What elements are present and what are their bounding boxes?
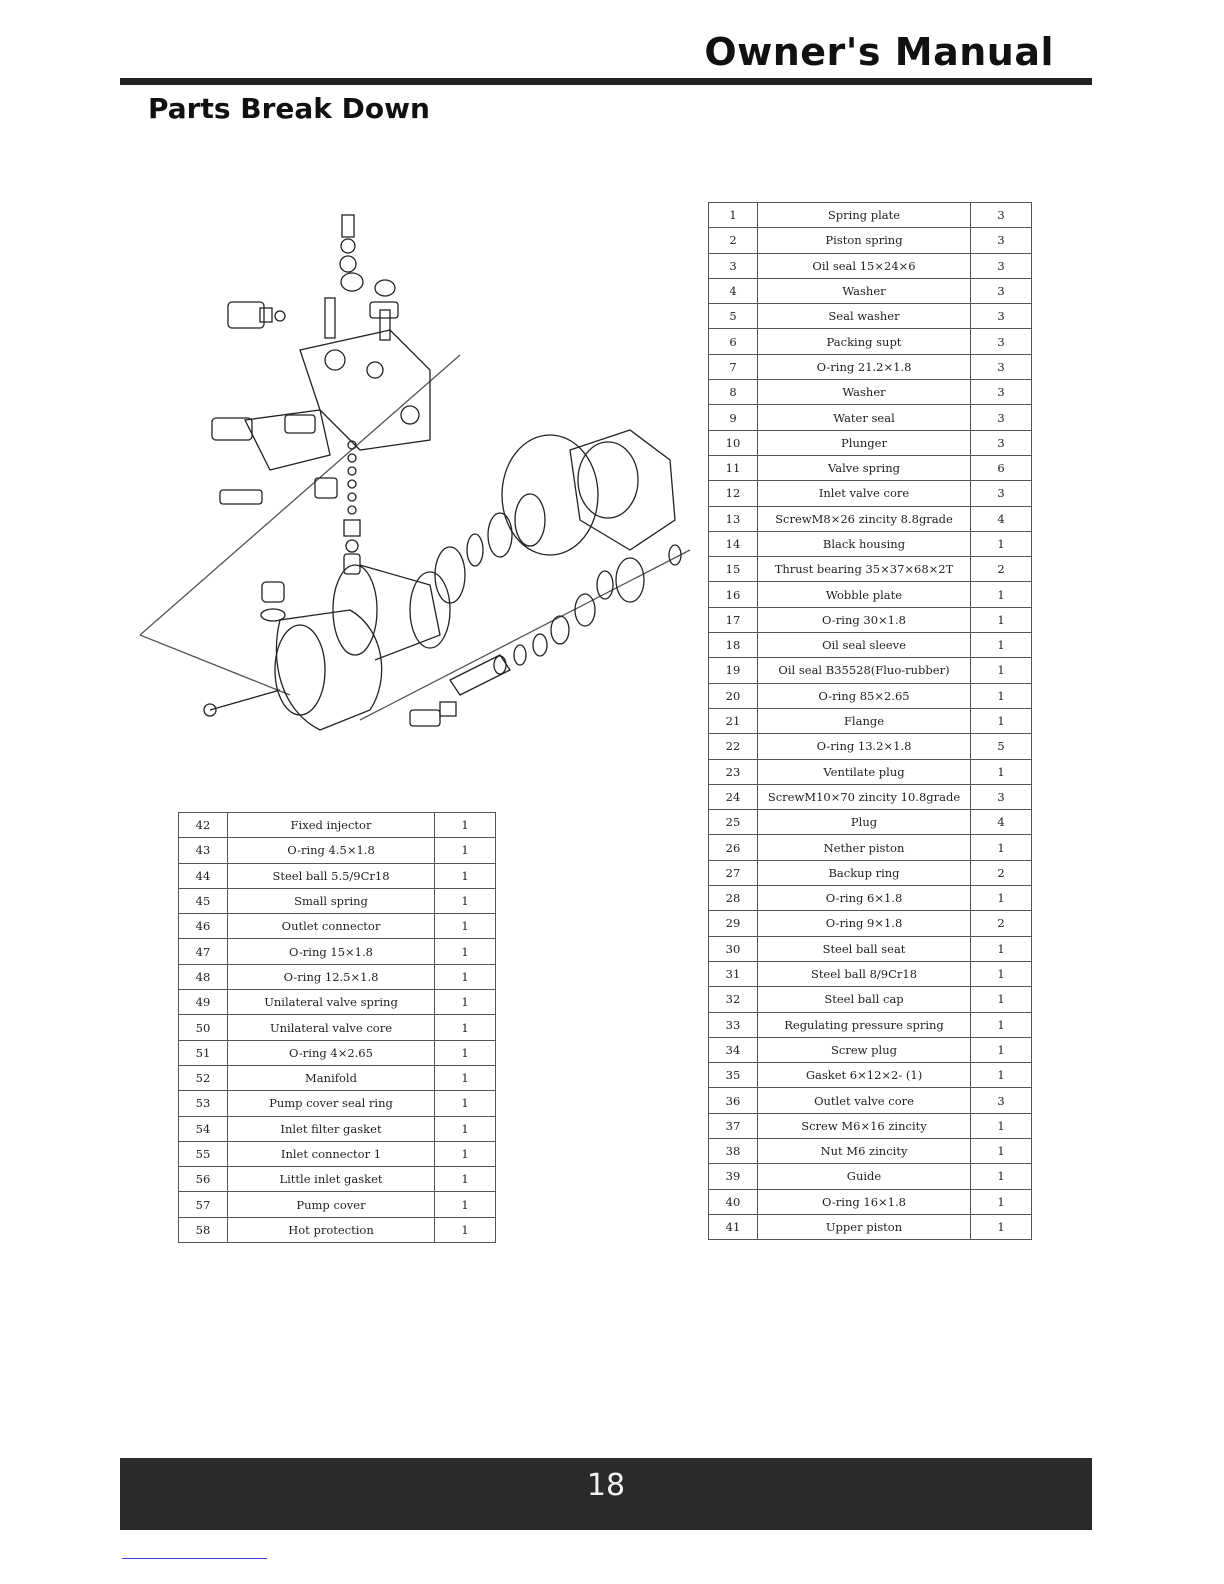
part-name-cell: Regulating pressure spring — [758, 1012, 971, 1037]
part-name-cell: O-ring 12.5×1.8 — [228, 964, 435, 989]
part-quantity-cell: 1 — [435, 838, 496, 863]
part-number-cell: 30 — [709, 936, 758, 961]
parts-row — [709, 531, 1032, 556]
part-name-cell: Flange — [758, 708, 971, 733]
part-name-cell: Steel ball cap — [758, 987, 971, 1012]
part-quantity-cell: 3 — [971, 278, 1032, 303]
part-number-cell: 47 — [179, 939, 228, 964]
parts-row — [709, 1138, 1032, 1163]
part-quantity-cell: 1 — [435, 813, 496, 838]
part-quantity-cell: 3 — [971, 304, 1032, 329]
part-name-cell: O-ring 13.2×1.8 — [758, 734, 971, 759]
part-name-cell: Oil seal sleeve — [758, 633, 971, 658]
part-quantity-cell: 2 — [971, 860, 1032, 885]
part-quantity-cell: 1 — [435, 964, 496, 989]
part-name-cell: Screw M6×16 zincity — [758, 1113, 971, 1138]
part-quantity-cell: 1 — [971, 835, 1032, 860]
part-name-cell: Steel ball 5.5/9Cr18 — [228, 863, 435, 888]
parts-row — [709, 784, 1032, 809]
parts-row — [709, 1012, 1032, 1037]
part-quantity-cell: 1 — [435, 1091, 496, 1116]
part-name-cell: Valve spring — [758, 455, 971, 480]
parts-row — [179, 964, 496, 989]
part-number-cell: 25 — [709, 810, 758, 835]
part-name-cell: Outlet valve core — [758, 1088, 971, 1113]
part-name-cell: Piston spring — [758, 228, 971, 253]
part-quantity-cell: 1 — [435, 914, 496, 939]
part-number-cell: 1 — [709, 203, 758, 228]
part-number-cell: 22 — [709, 734, 758, 759]
parts-row — [179, 1217, 496, 1242]
parts-row — [709, 886, 1032, 911]
part-quantity-cell: 1 — [435, 1116, 496, 1141]
part-quantity-cell: 1 — [435, 1167, 496, 1192]
part-number-cell: 33 — [709, 1012, 758, 1037]
parts-row — [179, 914, 496, 939]
part-number-cell: 56 — [179, 1167, 228, 1192]
parts-row — [709, 683, 1032, 708]
part-number-cell: 55 — [179, 1141, 228, 1166]
part-quantity-cell: 1 — [971, 1012, 1032, 1037]
part-quantity-cell: 1 — [971, 1214, 1032, 1239]
parts-row — [709, 607, 1032, 632]
part-number-cell: 21 — [709, 708, 758, 733]
part-name-cell: Unilateral valve core — [228, 1015, 435, 1040]
part-quantity-cell: 3 — [971, 481, 1032, 506]
part-number-cell: 51 — [179, 1040, 228, 1065]
parts-row — [179, 838, 496, 863]
parts-row — [179, 813, 496, 838]
parts-row — [179, 939, 496, 964]
part-number-cell: 36 — [709, 1088, 758, 1113]
part-number-cell: 28 — [709, 886, 758, 911]
part-name-cell: Spring plate — [758, 203, 971, 228]
part-name-cell: O-ring 21.2×1.8 — [758, 354, 971, 379]
part-name-cell: Oil seal B35528(Fluo-rubber) — [758, 658, 971, 683]
section-title: Parts Break Down — [148, 92, 430, 125]
part-number-cell: 12 — [709, 481, 758, 506]
part-number-cell: 26 — [709, 835, 758, 860]
part-quantity-cell: 3 — [971, 253, 1032, 278]
part-name-cell: Steel ball seat — [758, 936, 971, 961]
part-quantity-cell: 4 — [971, 810, 1032, 835]
parts-row — [709, 430, 1032, 455]
part-name-cell: Steel ball 8/9Cr18 — [758, 961, 971, 986]
part-number-cell: 6 — [709, 329, 758, 354]
part-name-cell: ScrewM8×26 zincity 8.8grade — [758, 506, 971, 531]
part-quantity-cell: 1 — [971, 987, 1032, 1012]
part-quantity-cell: 1 — [971, 633, 1032, 658]
part-name-cell: Backup ring — [758, 860, 971, 885]
parts-row — [709, 810, 1032, 835]
part-name-cell: Washer — [758, 380, 971, 405]
parts-row — [709, 1164, 1032, 1189]
part-number-cell: 50 — [179, 1015, 228, 1040]
part-number-cell: 44 — [179, 863, 228, 888]
part-number-cell: 18 — [709, 633, 758, 658]
parts-table-left — [178, 812, 496, 1243]
part-name-cell: Small spring — [228, 888, 435, 913]
part-quantity-cell: 5 — [971, 734, 1032, 759]
part-name-cell: Little inlet gasket — [228, 1167, 435, 1192]
part-quantity-cell: 1 — [971, 961, 1032, 986]
parts-row — [709, 354, 1032, 379]
part-number-cell: 29 — [709, 911, 758, 936]
parts-row — [709, 987, 1032, 1012]
part-quantity-cell: 3 — [971, 228, 1032, 253]
parts-row — [179, 888, 496, 913]
parts-row — [709, 1037, 1032, 1062]
part-name-cell: Nut M6 zincity — [758, 1138, 971, 1163]
parts-row — [179, 1065, 496, 1090]
part-name-cell: Guide — [758, 1164, 971, 1189]
part-name-cell: Pump cover seal ring — [228, 1091, 435, 1116]
part-quantity-cell: 3 — [971, 430, 1032, 455]
part-quantity-cell: 3 — [971, 405, 1032, 430]
parts-row — [709, 633, 1032, 658]
parts-row — [709, 278, 1032, 303]
part-number-cell: 40 — [709, 1189, 758, 1214]
parts-row — [709, 1088, 1032, 1113]
part-number-cell: 31 — [709, 961, 758, 986]
part-name-cell: Manifold — [228, 1065, 435, 1090]
part-quantity-cell: 1 — [435, 1040, 496, 1065]
part-quantity-cell: 1 — [971, 1063, 1032, 1088]
part-quantity-cell: 1 — [435, 1141, 496, 1166]
part-name-cell: Inlet filter gasket — [228, 1116, 435, 1141]
part-number-cell: 58 — [179, 1217, 228, 1242]
footer-bar — [120, 1458, 1092, 1530]
part-number-cell: 41 — [709, 1214, 758, 1239]
part-quantity-cell: 3 — [971, 203, 1032, 228]
part-name-cell: Seal washer — [758, 304, 971, 329]
parts-table-right — [708, 202, 1032, 1240]
part-number-cell: 9 — [709, 405, 758, 430]
part-name-cell: Washer — [758, 278, 971, 303]
part-number-cell: 11 — [709, 455, 758, 480]
page-header-title: Owner's Manual — [704, 30, 1054, 74]
part-quantity-cell: 1 — [971, 759, 1032, 784]
part-number-cell: 19 — [709, 658, 758, 683]
part-quantity-cell: 1 — [435, 1065, 496, 1090]
parts-row — [709, 329, 1032, 354]
part-name-cell: Wobble plate — [758, 582, 971, 607]
part-quantity-cell: 1 — [971, 658, 1032, 683]
part-name-cell: Plunger — [758, 430, 971, 455]
part-number-cell: 23 — [709, 759, 758, 784]
parts-row — [179, 863, 496, 888]
part-number-cell: 4 — [709, 278, 758, 303]
part-quantity-cell: 1 — [971, 886, 1032, 911]
part-quantity-cell: 3 — [971, 329, 1032, 354]
part-name-cell: Pump cover — [228, 1192, 435, 1217]
part-number-cell: 53 — [179, 1091, 228, 1116]
part-quantity-cell: 3 — [971, 380, 1032, 405]
parts-row — [709, 481, 1032, 506]
part-number-cell: 38 — [709, 1138, 758, 1163]
page-number: 18 — [586, 1468, 626, 1503]
part-number-cell: 39 — [709, 1164, 758, 1189]
part-number-cell: 34 — [709, 1037, 758, 1062]
parts-row — [709, 860, 1032, 885]
part-name-cell: Outlet connector — [228, 914, 435, 939]
part-quantity-cell: 3 — [971, 784, 1032, 809]
part-number-cell: 27 — [709, 860, 758, 885]
parts-row — [179, 1141, 496, 1166]
parts-row — [179, 1040, 496, 1065]
part-name-cell: O-ring 9×1.8 — [758, 911, 971, 936]
part-number-cell: 5 — [709, 304, 758, 329]
part-name-cell: Thrust bearing 35×37×68×2T — [758, 557, 971, 582]
parts-row — [709, 380, 1032, 405]
part-quantity-cell: 1 — [435, 1015, 496, 1040]
part-number-cell: 54 — [179, 1116, 228, 1141]
parts-row — [179, 1116, 496, 1141]
part-quantity-cell: 1 — [435, 888, 496, 913]
part-number-cell: 49 — [179, 990, 228, 1015]
parts-row — [709, 405, 1032, 430]
part-name-cell: Nether piston — [758, 835, 971, 860]
part-name-cell: Upper piston — [758, 1214, 971, 1239]
parts-row — [709, 1063, 1032, 1088]
part-number-cell: 15 — [709, 557, 758, 582]
part-quantity-cell: 1 — [971, 1037, 1032, 1062]
part-number-cell: 48 — [179, 964, 228, 989]
part-name-cell: O-ring 4×2.65 — [228, 1040, 435, 1065]
part-quantity-cell: 1 — [971, 1138, 1032, 1163]
part-number-cell: 46 — [179, 914, 228, 939]
part-quantity-cell: 1 — [971, 1164, 1032, 1189]
parts-row — [709, 253, 1032, 278]
parts-row — [179, 1167, 496, 1192]
part-name-cell: ScrewM10×70 zincity 10.8grade — [758, 784, 971, 809]
part-quantity-cell: 2 — [971, 911, 1032, 936]
part-quantity-cell: 3 — [971, 1088, 1032, 1113]
part-quantity-cell: 1 — [435, 990, 496, 1015]
parts-row — [709, 759, 1032, 784]
part-quantity-cell: 6 — [971, 455, 1032, 480]
parts-row — [179, 1091, 496, 1116]
part-name-cell: Inlet valve core — [758, 481, 971, 506]
parts-row — [709, 936, 1032, 961]
part-number-cell: 7 — [709, 354, 758, 379]
parts-row — [179, 990, 496, 1015]
part-number-cell: 37 — [709, 1113, 758, 1138]
parts-row — [709, 835, 1032, 860]
part-number-cell: 24 — [709, 784, 758, 809]
part-number-cell: 10 — [709, 430, 758, 455]
part-name-cell: O-ring 85×2.65 — [758, 683, 971, 708]
part-name-cell: Inlet connector 1 — [228, 1141, 435, 1166]
part-name-cell: Screw plug — [758, 1037, 971, 1062]
parts-row — [709, 304, 1032, 329]
part-quantity-cell: 1 — [971, 683, 1032, 708]
part-quantity-cell: 1 — [971, 1189, 1032, 1214]
parts-row — [709, 582, 1032, 607]
parts-row — [179, 1015, 496, 1040]
part-quantity-cell: 1 — [435, 863, 496, 888]
part-number-cell: 42 — [179, 813, 228, 838]
part-quantity-cell: 1 — [971, 708, 1032, 733]
part-number-cell: 17 — [709, 607, 758, 632]
part-name-cell: Oil seal 15×24×6 — [758, 253, 971, 278]
part-name-cell: O-ring 6×1.8 — [758, 886, 971, 911]
part-quantity-cell: 1 — [971, 582, 1032, 607]
parts-row — [179, 1192, 496, 1217]
parts-row — [709, 961, 1032, 986]
part-number-cell: 45 — [179, 888, 228, 913]
part-quantity-cell: 1 — [971, 1113, 1032, 1138]
part-number-cell: 43 — [179, 838, 228, 863]
part-number-cell: 13 — [709, 506, 758, 531]
part-number-cell: 20 — [709, 683, 758, 708]
part-name-cell: Plug — [758, 810, 971, 835]
part-number-cell: 35 — [709, 1063, 758, 1088]
part-name-cell: O-ring 16×1.8 — [758, 1189, 971, 1214]
parts-row — [709, 658, 1032, 683]
part-quantity-cell: 4 — [971, 506, 1032, 531]
part-name-cell: Black housing — [758, 531, 971, 556]
part-name-cell: Ventilate plug — [758, 759, 971, 784]
parts-row — [709, 506, 1032, 531]
parts-row — [709, 455, 1032, 480]
part-name-cell: Water seal — [758, 405, 971, 430]
part-name-cell: Unilateral valve spring — [228, 990, 435, 1015]
header-rule — [120, 78, 1092, 85]
part-quantity-cell: 1 — [971, 531, 1032, 556]
link-underline — [122, 1558, 267, 1559]
part-quantity-cell: 1 — [971, 936, 1032, 961]
part-number-cell: 2 — [709, 228, 758, 253]
part-quantity-cell: 1 — [435, 1217, 496, 1242]
parts-row — [709, 911, 1032, 936]
part-quantity-cell: 1 — [971, 607, 1032, 632]
part-quantity-cell: 1 — [435, 1192, 496, 1217]
part-name-cell: Packing supt — [758, 329, 971, 354]
part-quantity-cell: 1 — [435, 939, 496, 964]
parts-row — [709, 1189, 1032, 1214]
parts-row — [709, 1214, 1032, 1239]
part-number-cell: 8 — [709, 380, 758, 405]
parts-row — [709, 1113, 1032, 1138]
part-name-cell: O-ring 15×1.8 — [228, 939, 435, 964]
exploded-pump-diagram — [130, 190, 700, 760]
parts-row — [709, 734, 1032, 759]
part-quantity-cell: 2 — [971, 557, 1032, 582]
parts-row — [709, 708, 1032, 733]
part-name-cell: Fixed injector — [228, 813, 435, 838]
part-name-cell: Hot protection — [228, 1217, 435, 1242]
parts-row — [709, 203, 1032, 228]
part-number-cell: 52 — [179, 1065, 228, 1090]
part-number-cell: 32 — [709, 987, 758, 1012]
part-name-cell: O-ring 30×1.8 — [758, 607, 971, 632]
part-number-cell: 14 — [709, 531, 758, 556]
part-name-cell: O-ring 4.5×1.8 — [228, 838, 435, 863]
part-number-cell: 57 — [179, 1192, 228, 1217]
part-name-cell: Gasket 6×12×2- (1) — [758, 1063, 971, 1088]
parts-row — [709, 557, 1032, 582]
part-number-cell: 3 — [709, 253, 758, 278]
part-number-cell: 16 — [709, 582, 758, 607]
part-quantity-cell: 3 — [971, 354, 1032, 379]
parts-row — [709, 228, 1032, 253]
